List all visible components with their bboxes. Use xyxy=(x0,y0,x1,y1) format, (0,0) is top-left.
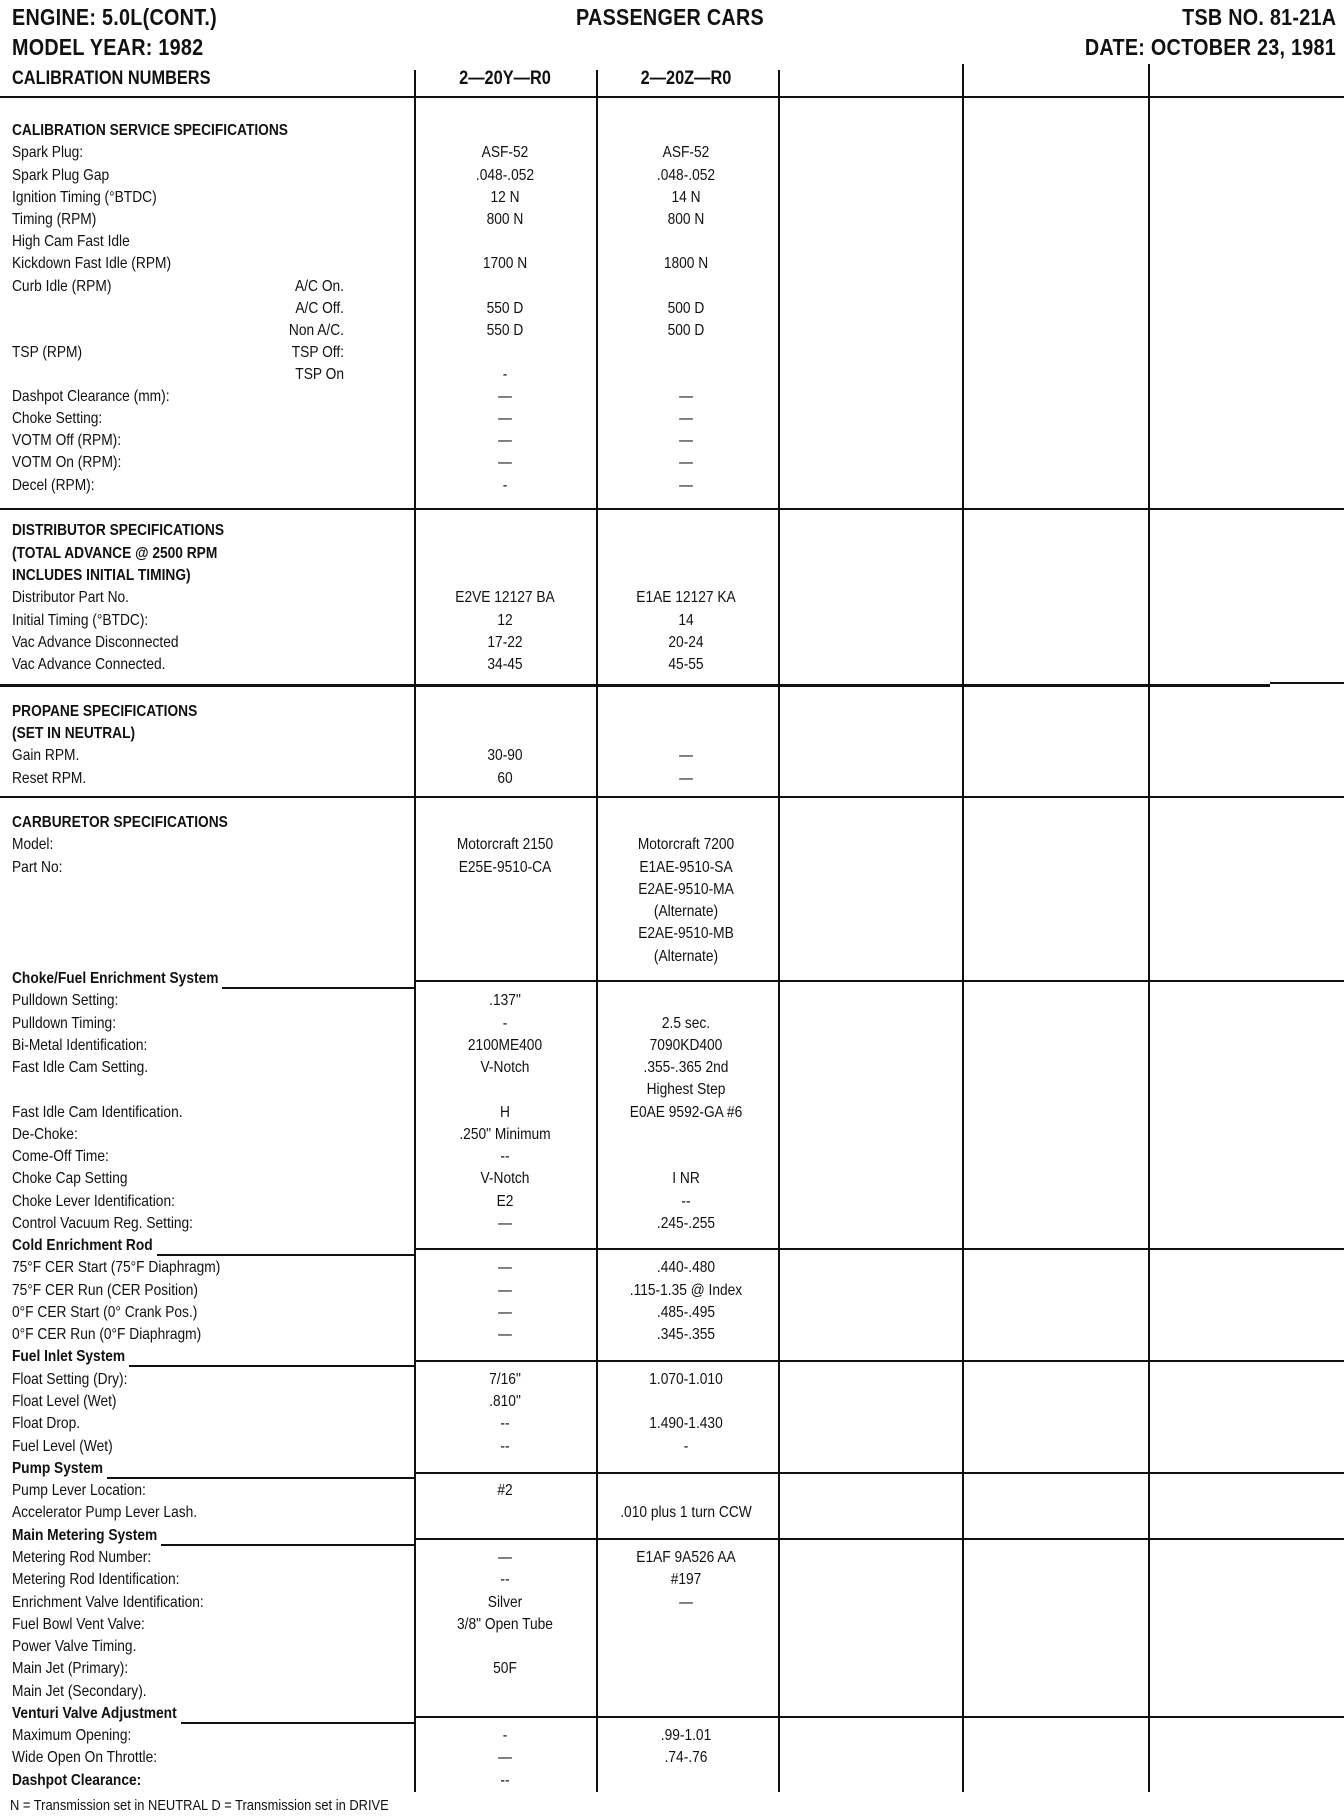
table-row xyxy=(0,1057,1344,1079)
value-cal-2: (Alternate) xyxy=(653,903,719,920)
spec-label: Fast Idle Cam Setting. xyxy=(12,1059,149,1076)
value-cal-2: 7090KD400 xyxy=(649,1037,723,1054)
section-rule xyxy=(0,796,1344,798)
table-row xyxy=(0,298,1344,320)
value-cal-1: 50F xyxy=(493,1660,517,1677)
spec-label: Part No: xyxy=(12,859,63,876)
section-heading-row xyxy=(0,723,1344,745)
value-cal-2: Highest Step xyxy=(646,1081,726,1098)
value-cal-1: — xyxy=(498,410,512,427)
value-cal-1: H xyxy=(500,1104,510,1121)
value-cal-1: — xyxy=(498,1549,512,1566)
value-cal-2: 45-55 xyxy=(668,656,704,673)
value-cal-2: E1AE 12127 KA xyxy=(636,589,736,606)
table-row xyxy=(0,1436,1344,1458)
table-row xyxy=(0,165,1344,187)
table-row xyxy=(0,1369,1344,1391)
spec-sublabel: A/C Off. xyxy=(295,300,344,317)
value-cal-2: 20-24 xyxy=(668,634,704,651)
spec-label: CALIBRATION SERVICE SPECIFICATIONS xyxy=(12,122,288,139)
value-cal-2: — xyxy=(679,477,693,494)
spec-label: Pump Lever Location: xyxy=(12,1482,146,1499)
table-row xyxy=(0,430,1344,452)
value-cal-1: - xyxy=(502,1727,508,1744)
value-cal-1: 30-90 xyxy=(487,747,523,764)
subheading-leader-line xyxy=(222,987,414,989)
subheading-leader-line xyxy=(161,1544,414,1546)
value-cal-1: 800 N xyxy=(486,211,524,228)
value-cal-2: 500 D xyxy=(667,300,705,317)
value-cal-2: — xyxy=(679,388,693,405)
table-row xyxy=(0,654,1344,676)
spec-label: Accelerator Pump Lever Lash. xyxy=(12,1504,198,1521)
spec-label: Fuel Bowl Vent Valve: xyxy=(12,1616,145,1633)
spec-label: Float Drop. xyxy=(12,1415,81,1432)
value-cal-2: 2.5 sec. xyxy=(661,1015,711,1032)
spec-label: Wide Open On Throttle: xyxy=(12,1749,158,1766)
spec-label: Choke Cap Setting xyxy=(12,1170,128,1187)
spec-label: CARBURETOR SPECIFICATIONS xyxy=(12,814,228,831)
spec-label: De-Choke: xyxy=(12,1126,78,1143)
value-cal-2: #197 xyxy=(670,1571,702,1588)
value-cal-2: .74-.76 xyxy=(664,1749,708,1766)
table-row xyxy=(0,1035,1344,1057)
table-row xyxy=(0,1681,1344,1703)
spec-label: Fuel Inlet System xyxy=(12,1348,126,1365)
spec-sublabel: TSP On xyxy=(295,366,344,383)
model-year-heading: MODEL YEAR: 1982 xyxy=(12,34,204,60)
table-row xyxy=(0,1168,1344,1190)
table-row xyxy=(0,946,1344,968)
value-cal-2: .355-.365 2nd xyxy=(643,1059,729,1076)
table-row xyxy=(0,1102,1344,1124)
spec-label: DISTRIBUTOR SPECIFICATIONS xyxy=(12,522,225,539)
table-row xyxy=(0,1413,1344,1435)
value-cal-1: 550 D xyxy=(486,300,524,317)
value-cal-2: I NR xyxy=(672,1170,700,1187)
value-cal-2: 14 xyxy=(678,612,694,629)
table-row xyxy=(0,475,1344,497)
value-cal-2: — xyxy=(679,432,693,449)
value-cal-2: 500 D xyxy=(667,322,705,339)
value-cal-2: .115-1.35 @ Index xyxy=(629,1282,743,1299)
spec-label: Ignition Timing (°BTDC) xyxy=(12,189,157,206)
table-row xyxy=(0,1636,1344,1658)
spec-label: (TOTAL ADVANCE @ 2500 RPM xyxy=(12,545,218,562)
spec-label: Main Jet (Secondary). xyxy=(12,1683,147,1700)
spec-sublabel: A/C On. xyxy=(295,278,344,295)
spec-label: Pulldown Setting: xyxy=(12,992,119,1009)
spec-label: High Cam Fast Idle xyxy=(12,233,130,250)
spec-label: Main Jet (Primary): xyxy=(12,1660,129,1677)
value-cal-1: .810" xyxy=(489,1393,521,1410)
value-cal-1: — xyxy=(498,454,512,471)
value-cal-2: E0AE 9592-GA #6 xyxy=(629,1104,743,1121)
table-row xyxy=(0,1480,1344,1502)
value-cal-2: 1.070-1.010 xyxy=(649,1371,723,1388)
engine-heading: ENGINE: 5.0L(CONT.) xyxy=(12,4,217,30)
spec-label: Power Valve Timing. xyxy=(12,1638,137,1655)
table-row xyxy=(0,901,1344,923)
value-cal-1: 1700 N xyxy=(482,255,528,272)
table-row xyxy=(0,187,1344,209)
table-row xyxy=(0,1547,1344,1569)
spec-label: Distributor Part No. xyxy=(12,589,130,606)
value-cal-1: 2100ME400 xyxy=(467,1037,543,1054)
value-cal-1: — xyxy=(498,388,512,405)
value-cal-1: - xyxy=(502,1015,508,1032)
table-row xyxy=(0,342,1344,364)
value-cal-2: 800 N xyxy=(667,211,705,228)
value-cal-1: 550 D xyxy=(486,322,524,339)
spec-label: VOTM Off (RPM): xyxy=(12,432,122,449)
value-cal-2: E2AE-9510-MB xyxy=(638,925,734,942)
calibration-column-2: 2—20Z—R0 xyxy=(640,68,732,89)
value-cal-2: — xyxy=(679,747,693,764)
table-row xyxy=(0,1257,1344,1279)
spec-label: Vac Advance Disconnected xyxy=(12,634,179,651)
spec-label: Choke Setting: xyxy=(12,410,103,427)
table-row xyxy=(0,1146,1344,1168)
value-cal-1: .250" Minimum xyxy=(459,1126,551,1143)
spec-label: Fast Idle Cam Identification. xyxy=(12,1104,183,1121)
table-row xyxy=(0,364,1344,386)
table-row xyxy=(0,1213,1344,1235)
table-row xyxy=(0,768,1344,790)
value-cal-2: 1.490-1.430 xyxy=(649,1415,723,1432)
value-cal-1: -- xyxy=(500,1148,510,1165)
table-row xyxy=(0,452,1344,474)
subheading-leader-line xyxy=(129,1365,414,1367)
value-cal-1: 60 xyxy=(497,770,513,787)
header-rule xyxy=(0,96,1344,98)
value-cal-2: 14 N xyxy=(671,189,701,206)
table-row xyxy=(0,209,1344,231)
value-cal-1: — xyxy=(498,1259,512,1276)
spec-label: Dashpot Clearance: xyxy=(12,1772,142,1789)
spec-label: Float Setting (Dry): xyxy=(12,1371,128,1388)
spec-label: 75°F CER Run (CER Position) xyxy=(12,1282,198,1299)
section-heading-row xyxy=(0,120,1344,142)
table-row xyxy=(0,745,1344,767)
value-cal-2: (Alternate) xyxy=(653,948,719,965)
table-row xyxy=(0,1013,1344,1035)
value-cal-1: Silver xyxy=(487,1594,523,1611)
value-cal-1: — xyxy=(498,1749,512,1766)
spec-label: Metering Rod Number: xyxy=(12,1549,152,1566)
spec-label: Metering Rod Identification: xyxy=(12,1571,180,1588)
table-row xyxy=(0,1747,1344,1769)
section-rule xyxy=(0,684,1270,687)
table-row xyxy=(0,1280,1344,1302)
subheading-leader-line xyxy=(157,1254,414,1256)
value-cal-1: E2 xyxy=(496,1193,514,1210)
spec-label: 0°F CER Start (0° Crank Pos.) xyxy=(12,1304,198,1321)
section-rule xyxy=(0,508,1344,510)
spec-label: Spark Plug Gap xyxy=(12,167,110,184)
table-row xyxy=(0,253,1344,275)
value-cal-2: 1800 N xyxy=(663,255,709,272)
value-cal-1: -- xyxy=(500,1571,510,1588)
value-cal-1: 3/8" Open Tube xyxy=(457,1616,553,1633)
tsb-number: TSB NO. 81-21A xyxy=(1181,4,1336,30)
table-row xyxy=(0,276,1344,298)
value-cal-1: 7/16" xyxy=(489,1371,521,1388)
table-row xyxy=(0,1324,1344,1346)
value-cal-1: — xyxy=(498,1282,512,1299)
subheading-leader-line xyxy=(181,1722,414,1724)
spec-label: Initial Timing (°BTDC): xyxy=(12,612,149,629)
value-cal-1: 34-45 xyxy=(487,656,523,673)
value-cal-2: .245-.255 xyxy=(656,1215,716,1232)
table-row xyxy=(0,408,1344,430)
spec-label: Venturi Valve Adjustment xyxy=(12,1705,177,1722)
section-rule xyxy=(1270,682,1344,684)
table-row xyxy=(0,834,1344,856)
calibration-numbers-label: CALIBRATION NUMBERS xyxy=(12,68,211,89)
value-cal-2: E1AF 9A526 AA xyxy=(636,1549,736,1566)
spec-label: Pump System xyxy=(12,1460,103,1477)
table-row xyxy=(0,386,1344,408)
value-cal-2: — xyxy=(679,454,693,471)
spec-label: (SET IN NEUTRAL) xyxy=(12,725,136,742)
value-cal-2: Motorcraft 7200 xyxy=(637,836,735,853)
table-row xyxy=(0,1658,1344,1680)
spec-label: Pulldown Timing: xyxy=(12,1015,117,1032)
table-row xyxy=(0,231,1344,253)
value-cal-1: -- xyxy=(500,1415,510,1432)
value-cal-1: 12 N xyxy=(490,189,520,206)
table-row xyxy=(0,1079,1344,1101)
spec-label: Choke/Fuel Enrichment System xyxy=(12,970,219,987)
spec-label: Control Vacuum Reg. Setting: xyxy=(12,1215,194,1232)
value-cal-1: 12 xyxy=(497,612,513,629)
spec-label: Bi-Metal Identification: xyxy=(12,1037,148,1054)
table-row xyxy=(0,1302,1344,1324)
value-cal-2: ASF-52 xyxy=(662,144,710,161)
value-cal-2: .440-.480 xyxy=(656,1259,716,1276)
spec-label: INCLUDES INITIAL TIMING) xyxy=(12,567,191,584)
section-heading-row xyxy=(0,1770,1344,1792)
value-cal-1: .048-.052 xyxy=(475,167,535,184)
spec-sublabel: Non A/C. xyxy=(288,322,344,339)
spec-label: Choke Lever Identification: xyxy=(12,1193,175,1210)
value-cal-2: — xyxy=(679,770,693,787)
spec-label: Reset RPM. xyxy=(12,770,87,787)
table-row xyxy=(0,1614,1344,1636)
value-cal-1: - xyxy=(502,477,508,494)
document-title: PASSENGER CARS xyxy=(576,4,764,30)
value-cal-2: .99-1.01 xyxy=(660,1727,712,1744)
spec-label: Curb Idle (RPM) xyxy=(12,278,112,295)
tsb-date: DATE: OCTOBER 23, 1981 xyxy=(1084,34,1336,60)
table-row xyxy=(0,1502,1344,1524)
value-cal-2: .485-.495 xyxy=(656,1304,716,1321)
section-heading-row xyxy=(0,565,1344,587)
spec-label: Come-Off Time: xyxy=(12,1148,109,1165)
spec-label: 75°F CER Start (75°F Diaphragm) xyxy=(12,1259,221,1276)
spec-label: Timing (RPM) xyxy=(12,211,97,228)
spec-label: Fuel Level (Wet) xyxy=(12,1438,113,1455)
value-cal-2: E2AE-9510-MA xyxy=(638,881,734,898)
value-cal-1: Motorcraft 2150 xyxy=(456,836,554,853)
spec-label: Kickdown Fast Idle (RPM) xyxy=(12,255,172,272)
value-cal-2: - xyxy=(683,1438,689,1455)
spec-label: Maximum Opening: xyxy=(12,1727,132,1744)
spec-label: Main Metering System xyxy=(12,1527,158,1544)
table-row xyxy=(0,142,1344,164)
spec-label: Vac Advance Connected. xyxy=(12,656,166,673)
value-cal-2: .048-.052 xyxy=(656,167,716,184)
table-row xyxy=(0,1569,1344,1591)
subsection-heading-row xyxy=(0,968,1344,990)
value-cal-1: V-Notch xyxy=(480,1059,530,1076)
value-cal-2: — xyxy=(679,1594,693,1611)
value-cal-1: .137" xyxy=(489,992,521,1009)
section-heading-row xyxy=(0,543,1344,565)
value-cal-1: 17-22 xyxy=(487,634,523,651)
value-cal-2: E1AE-9510-SA xyxy=(639,859,733,876)
table-row xyxy=(0,1592,1344,1614)
spec-label: Decel (RPM): xyxy=(12,477,95,494)
table-row xyxy=(0,1191,1344,1213)
table-row xyxy=(0,857,1344,879)
value-cal-2: -- xyxy=(681,1193,691,1210)
spec-label: Cold Enrichment Rod xyxy=(12,1237,153,1254)
calibration-column-1: 2—20Y—R0 xyxy=(459,68,551,89)
section-heading-row xyxy=(0,520,1344,542)
table-row xyxy=(0,587,1344,609)
spec-label: 0°F CER Run (0°F Diaphragm) xyxy=(12,1326,202,1343)
value-cal-1: — xyxy=(498,1215,512,1232)
table-row xyxy=(0,320,1344,342)
value-cal-2: .345-.355 xyxy=(656,1326,716,1343)
transmission-footnote: N = Transmission set in NEUTRAL D = Transmission set in DRIVE xyxy=(10,1797,389,1814)
value-cal-1: - xyxy=(502,366,508,383)
value-cal-2: .010 plus 1 turn CCW xyxy=(620,1504,752,1521)
spec-label: Gain RPM. xyxy=(12,747,80,764)
spec-label: VOTM On (RPM): xyxy=(12,454,122,471)
value-cal-1: V-Notch xyxy=(480,1170,530,1187)
subheading-leader-line xyxy=(107,1477,414,1479)
spec-label: TSP (RPM) xyxy=(12,344,83,361)
value-cal-1: — xyxy=(498,1326,512,1343)
spec-label: Spark Plug: xyxy=(12,144,84,161)
table-row xyxy=(0,1124,1344,1146)
table-row xyxy=(0,923,1344,945)
table-row xyxy=(0,990,1344,1012)
value-cal-1: — xyxy=(498,432,512,449)
table-row xyxy=(0,632,1344,654)
table-row xyxy=(0,610,1344,632)
spec-label: PROPANE SPECIFICATIONS xyxy=(12,703,198,720)
value-cal-1: E2VE 12127 BA xyxy=(455,589,555,606)
spec-label: Dashpot Clearance (mm): xyxy=(12,388,170,405)
spec-label: Float Level (Wet) xyxy=(12,1393,117,1410)
spec-label: Model: xyxy=(12,836,54,853)
section-heading-row xyxy=(0,701,1344,723)
section-heading-row xyxy=(0,812,1344,834)
spec-label: Enrichment Valve Identification: xyxy=(12,1594,204,1611)
value-cal-1: ASF-52 xyxy=(481,144,529,161)
spec-sublabel: TSP Off: xyxy=(291,344,344,361)
table-row xyxy=(0,879,1344,901)
table-row xyxy=(0,1391,1344,1413)
value-cal-1: E25E-9510-CA xyxy=(458,859,552,876)
value-cal-2: — xyxy=(679,410,693,427)
value-cal-1: -- xyxy=(500,1438,510,1455)
value-cal-1: — xyxy=(498,1304,512,1321)
table-row xyxy=(0,1725,1344,1747)
value-cal-1: -- xyxy=(500,1772,510,1789)
value-cal-1: #2 xyxy=(497,1482,513,1499)
